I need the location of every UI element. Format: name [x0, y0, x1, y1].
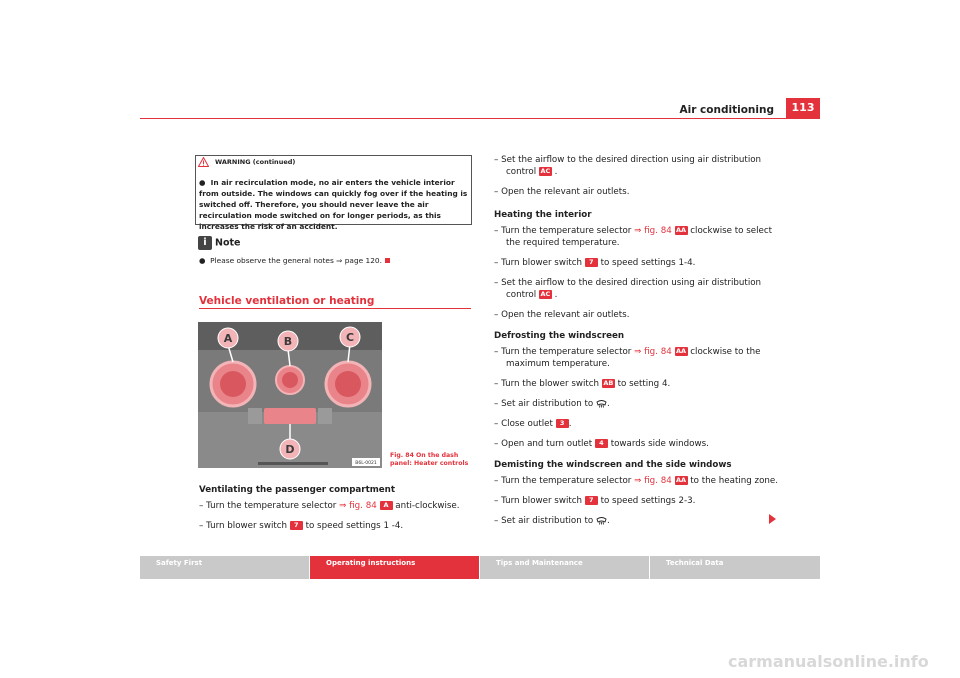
end-marker-icon [385, 258, 390, 263]
footer-tab-operating-instructions[interactable]: Operating instructions [310, 556, 479, 579]
bullet-icon: ● [199, 256, 206, 265]
right-step-2: – Open the relevant air outlets. [494, 187, 630, 197]
figure-label-a: A [223, 332, 233, 345]
warning-text: ● In air recirculation mode, no air enters the vehicle interior from outside. The windows can quickly fog over if the heating is switched off. Therefore, you should never leave the air recirculation mode switched on for longer periods, as this increases the risk of an accident. [199, 178, 468, 231]
heating-step-1: – Turn the temperature selector ⇒ fig. 84 AA clockwise to select the required temperature. [494, 226, 773, 248]
header-rule [140, 118, 820, 119]
demist-heading: Demisting the windscreen and the side windows [494, 460, 732, 470]
heater-controls-figure [198, 322, 382, 468]
footer-tab-safety-first[interactable]: Safety First [140, 556, 309, 579]
defrost-step-5: – Open and turn outlet 4 towards side windows. [494, 439, 709, 449]
callout-badge: A [380, 501, 393, 510]
callout-badge: 7 [585, 258, 598, 267]
defrost-step-2: – Turn the blower switch AB to setting 4. [494, 379, 671, 389]
callout-badge: AA [675, 476, 687, 484]
callout-badge: 4 [595, 439, 608, 448]
callout-badge: AC [540, 290, 551, 298]
demist-step-1: – Turn the temperature selector ⇒ fig. 84 AA to the heating zone. [494, 476, 779, 486]
figure-label-c: C [345, 331, 355, 344]
figure-caption: Fig. 84 On the dash panel: Heater controls [390, 452, 469, 467]
windscreen-defrost-icon [596, 399, 607, 408]
defrost-heading: Defrosting the windscreen [494, 331, 625, 341]
note-text: ● Please observe the general notes ⇒ page 120. [199, 256, 390, 265]
section-title: Vehicle ventilation or heating [199, 295, 375, 307]
figure-link[interactable]: ⇒ fig. 84 [634, 226, 672, 236]
note-icon: i [198, 236, 212, 250]
right-step-1: – Set the airflow to the desired direction using air distribution control AC . [494, 155, 762, 177]
callout-badge: 3 [556, 419, 569, 428]
callout-badge: AC [540, 167, 551, 175]
section-rule [199, 308, 471, 309]
watermark: carmanualsonline.info [728, 652, 929, 671]
callout-badge: 7 [585, 496, 598, 505]
callout-badge: AA [675, 226, 687, 234]
page-number: 113 [786, 98, 820, 118]
figure-label-b: B [283, 335, 293, 348]
heating-step-3: – Set the airflow to the desired direction using air distribution control AC . [494, 278, 762, 300]
ventilating-step-1: – Turn the temperature selector ⇒ fig. 84 A anti-clockwise. [199, 501, 460, 511]
defrost-step-3: – Set air distribution to . [494, 399, 610, 409]
figure-link[interactable]: ⇒ fig. 84 [634, 347, 672, 357]
ventilating-step-2: – Turn blower switch 7 to speed settings 1 -4. [199, 521, 404, 531]
windscreen-defrost-icon [596, 516, 607, 525]
demist-step-3: – Set air distribution to . [494, 516, 610, 526]
callout-badge: 7 [290, 521, 303, 530]
figure-link[interactable]: ⇒ fig. 84 [339, 501, 377, 511]
figure-link[interactable]: ⇒ fig. 84 [634, 476, 672, 486]
warning-triangle-icon [198, 157, 209, 167]
ventilating-heading: Ventilating the passenger compartment [199, 485, 395, 495]
callout-badge: AA [675, 347, 687, 355]
heating-step-4: – Open the relevant air outlets. [494, 310, 630, 320]
footer-tab-tips-and-maintenance[interactable]: Tips and Maintenance [480, 556, 649, 579]
page-title: Air conditioning [679, 104, 774, 116]
figure-code: B6L-0021 [355, 461, 377, 466]
defrost-step-4: – Close outlet 3 . [494, 419, 572, 429]
warning-heading: WARNING (continued) [198, 157, 295, 167]
figure-label-d: D [285, 443, 295, 456]
next-page-arrow-icon[interactable] [769, 514, 776, 524]
footer-tab-technical-data[interactable]: Technical Data [650, 556, 820, 579]
bullet-icon: ● [199, 178, 206, 187]
demist-step-2: – Turn blower switch 7 to speed settings 2-3. [494, 496, 696, 506]
heating-step-2: – Turn blower switch 7 to speed settings 1-4. [494, 258, 696, 268]
note-heading: i Note [198, 236, 240, 250]
defrost-step-1: – Turn the temperature selector ⇒ fig. 84 AA clockwise to the maximum temperature. [494, 347, 761, 369]
heating-heading: Heating the interior [494, 210, 592, 220]
callout-badge: AB [603, 379, 614, 387]
